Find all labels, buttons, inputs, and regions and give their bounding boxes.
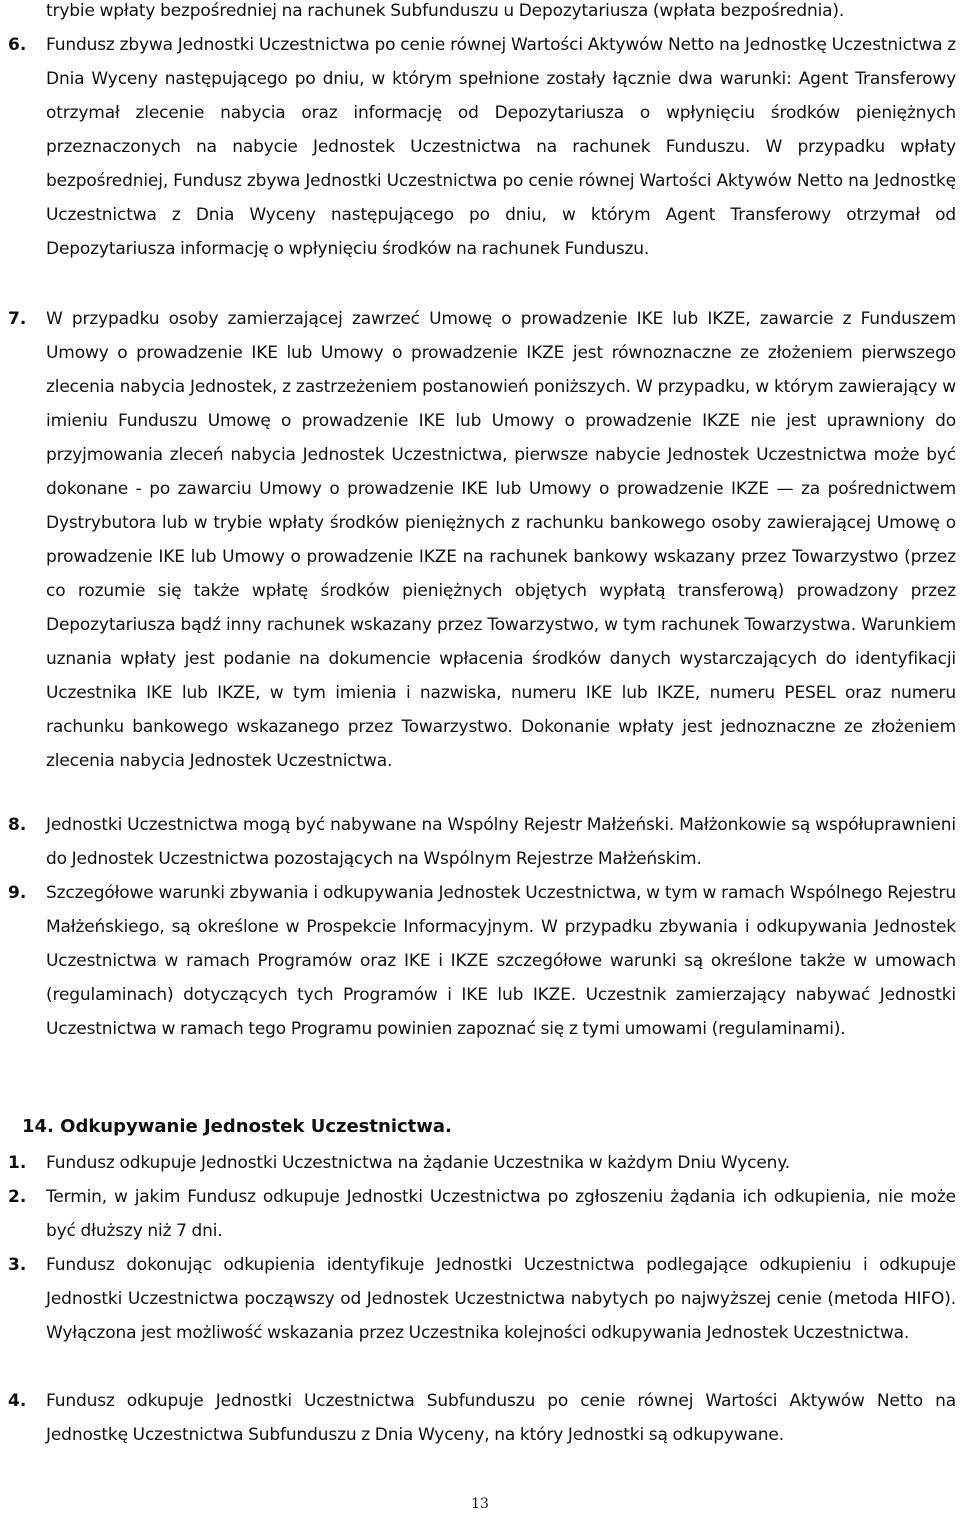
list-item-text: Jednostki Uczestnictwa mogą być nabywane na Wspólny Rejestr Małżeński. Małżonkowie są współuprawnieni do Jednostek Uczestnictwa pozostających na Wspólnym Rejestrze Małżeńskim. [46, 815, 956, 869]
list-number: 6. [8, 35, 27, 55]
list-item-text: Fundusz zbywa Jednostki Uczestnictwa po cenie równej Wartości Aktywów Netto na Jednostkę Uczestnictwa z Dnia Wyceny następującego po dniu, w którym spełnione zostały łącznie dwa warunki: Agent Transferowy otrzymał zlecenie nabycia oraz informację od Depozytariusza o wpłynięciu środków pieniężnych przeznaczonych na nabycie Jednostek Uczestnictwa na rachunek Funduszu. W przypadku wpłaty bezpośredniej, Fundusz zbywa Jednostki Uczestnictwa po cenie równej Wartości Aktywów Netto na Jednostkę Uczestnictwa z Dnia Wyceny następującego po dniu, w którym Agent Transferowy otrzymał od Depozytariusza informację o wpłynięciu środków na rachunek Funduszu. [46, 35, 956, 259]
list-number: 9. [8, 883, 27, 903]
list-number: 1. [8, 1153, 27, 1173]
list-item-text: Fundusz odkupuje Jednostki Uczestnictwa na żądanie Uczestnika w każdym Dniu Wyceny. [46, 1153, 791, 1173]
list-item-text: Termin, w jakim Fundusz odkupuje Jednostki Uczestnictwa po zgłoszeniu żądania ich odkupienia, nie może być dłuższy niż 7 dni. [46, 1187, 956, 1241]
list-number: 3. [8, 1255, 27, 1275]
list-item-6 [8, 28, 956, 266]
page-number: 13 [471, 1496, 489, 1512]
list-item-3 [8, 1248, 956, 1350]
section-heading: 14. Odkupywanie Jednostek Uczestnictwa. [22, 1116, 452, 1137]
list-item-4 [8, 1384, 956, 1452]
list-number: 2. [8, 1187, 27, 1207]
list-number: 7. [8, 309, 27, 329]
list-item-text: Szczegółowe warunki zbywania i odkupywania Jednostek Uczestnictwa, w tym w ramach Wspólnego Rejestru Małżeńskiego, są określone w Prospekcie Informacyjnym. W przypadku zbywania i odkupywania Jednostek Uczestnictwa w ramach Programów oraz IKE i IKZE szczegółowe warunki są określone także w umowach (regulaminach) dotyczących tych Programów i IKE lub IKZE. Uczestnik zamierzający nabywać Jednostki Uczestnictwa w ramach tego Programu powinien zapoznać się z tymi umowami (regulaminami). [46, 883, 956, 1039]
list-item-2 [8, 1180, 956, 1248]
list-item-text: Fundusz dokonując odkupienia identyfikuje Jednostki Uczestnictwa podlegające odkupieniu i odkupuje Jednostki Uczestnictwa począwszy od Jednostek Uczestnictwa nabytych po najwyższej cenie (metoda HIFO). Wyłączona jest możliwość wskazania przez Uczestnika kolejności odkupywania Jednostek Uczestnictwa. [46, 1255, 956, 1343]
list-number: 4. [8, 1391, 27, 1411]
list-item-text: Fundusz odkupuje Jednostki Uczestnictwa Subfunduszu po cenie równej Wartości Aktywów Netto na Jednostkę Uczestnictwa Subfunduszu z Dnia Wyceny, na który Jednostki są odkupywane. [46, 1391, 956, 1445]
list-item-text: W przypadku osoby zamierzającej zawrzeć Umowę o prowadzenie IKE lub IKZE, zawarcie z Funduszem Umowy o prowadzenie IKE lub Umowy o prowadzenie IKZE jest równoznaczne ze złożeniem pierwszego zlecenia nabycia Jednostek, z zastrzeżeniem postanowień poniższych. W przypadku, w którym zawierający w imieniu Funduszu Umowę o prowadzenie IKE lub Umowy o prowadzenie IKZE nie jest uprawniony do przyjmowania zleceń nabycia Jednostek Uczestnictwa, pierwsze nabycie Jednostek Uczestnictwa może być dokonane - po zawarciu Umowy o prowadzenie IKE lub Umowy o prowadzenie IKZE — za pośrednictwem Dystrybutora lub w trybie wpłaty środków pieniężnych z rachunku bankowego osoby zawierającej Umowę o prowadzenie IKE lub Umowy o prowadzenie IKZE na rachunek bankowy wskazany przez Towarzystwo (przez co rozumie się także wpłatę środków pieniężnych objętych wypłatą transferową) prowadzony przez Depozytariusza bądź inny rachunek wskazany przez Towarzystwo, w tym rachunek Towarzystwa. Warunkiem uznania wpłaty jest podanie na dokumencie wpłacenia środków danych wystarczających do identyfikacji Uczestnika IKE lub IKZE, w tym imienia i nazwiska, numeru IKE lub IKZE, numeru PESEL oraz numeru rachunku bankowego wskazanego przez Towarzystwo. Dokonanie wpłaty jest jednoznaczne ze złożeniem zlecenia nabycia Jednostek Uczestnictwa. [46, 309, 956, 771]
list-item-9 [8, 876, 956, 1046]
list-number: 8. [8, 815, 27, 835]
continuation-paragraph [8, 0, 956, 28]
continuation-text: trybie wpłaty bezpośredniej na rachunek Subfunduszu u Depozytariusza (wpłata bezpośrednia). [46, 1, 845, 21]
list-item-8 [8, 808, 956, 876]
list-item-7 [8, 302, 956, 778]
list-item-1 [8, 1146, 956, 1180]
